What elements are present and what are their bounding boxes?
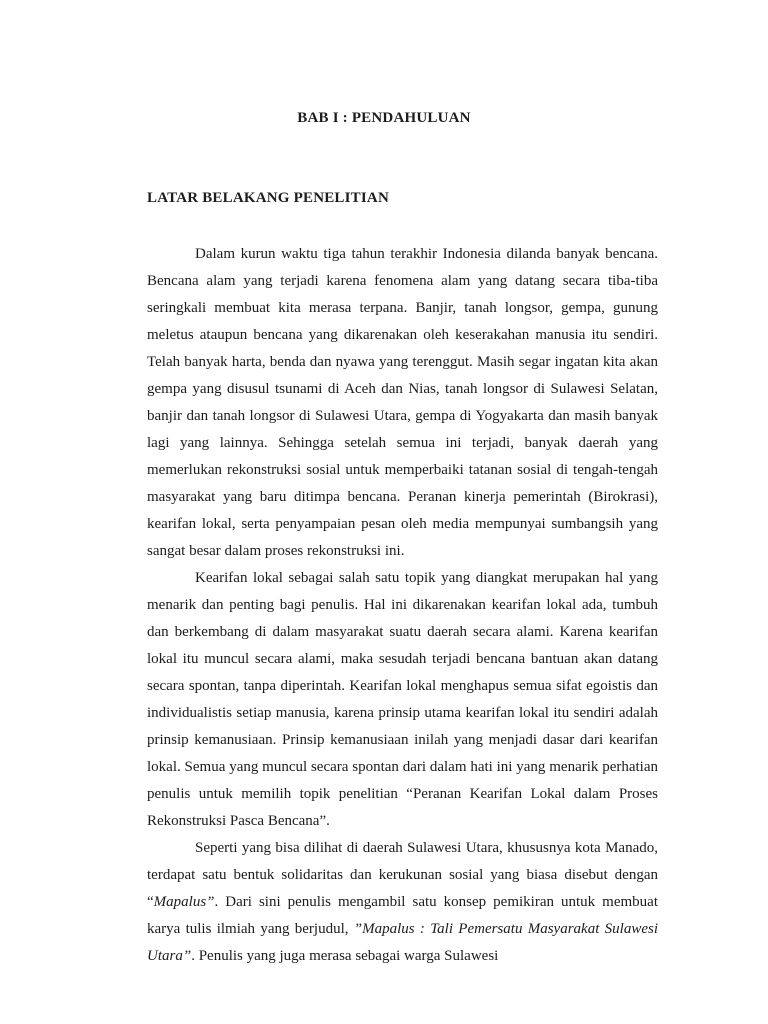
section-title: LATAR BELAKANG PENELITIAN (147, 190, 389, 206)
paragraph: Dalam kurun waktu tiga tahun terakhir Indonesia dilanda banyak bencana. Bencana alam yang terjadi karena fenomena alam yang datang secara tiba-tiba seringkali membuat kita merasa terpana. Banjir, tanah longsor, gempa, gunung meletus ataupun bencana yang dikarenakan oleh keserakahan manusia itu sendiri. Telah banyak harta, benda dan nyawa yang terenggut. Masih segar ingatan kita akan gempa yang disusul tsunami di Aceh dan Nias, tanah longsor di Sulawesi Selatan, banjir dan tanah longsor di Sulawesi Utara, gempa di Yogyakarta dan masih banyak lagi yang lainnya. Sehingga setelah semua ini terjadi, banyak daerah yang memerlukan rekonstruksi sosial untuk memperbaiki tatanan sosial di tengah-tengah masyarakat yang baru ditimpa bencana. Peranan kinerja pemerintah (Birokrasi), kearifan lokal, serta penyampaian pesan oleh media mempunyai sumbangsih yang sangat besar dalam proses rekonstruksi ini. (147, 246, 658, 559)
chapter-title: BAB I : PENDAHULUAN (297, 110, 471, 126)
italic-title: ”Mapalus : Tali Pemersatu Masyarakat Sulawesi Utara” (147, 921, 658, 964)
paragraph-text: Seperti yang bisa dilihat di daerah Sulawesi Utara, khususnya kota Manado, terdapat satu bentuk solidaritas dan kerukunan sosial yang biasa disebut dengan “ (147, 840, 658, 910)
italic-term: Mapalus” (153, 894, 215, 910)
paragraph (147, 835, 658, 970)
paragraph-text: . Penulis yang juga merasa sebagai warga Sulawesi (191, 948, 499, 964)
paragraph: Kearifan lokal sebagai salah satu topik yang diangkat merupakan hal yang menarik dan penting bagi penulis. Hal ini dikarenakan kearifan lokal ada, tumbuh dan berkembang di dalam masyarakat suatu daerah secara alami. Karena kearifan lokal itu muncul secara alami, maka sesudah terjadi bencana bantuan akan datang secara spontan, tanpa diperintah. Kearifan lokal menghapus semua sifat egoistis dan individualistis setiap manusia, karena prinsip utama kearifan lokal itu sendiri adalah prinsip kemanusiaan. Prinsip kemanusiaan inilah yang menjadi dasar dari kearifan lokal. Semua yang muncul secara spontan dari dalam hati ini yang menarik perhatian penulis untuk memilih topik penelitian “Peranan Kearifan Lokal dalam Proses Rekonstruksi Pasca Bencana”. (147, 570, 658, 829)
document-body (147, 241, 658, 970)
paragraph-text: . Dari sini penulis mengambil satu konsep pemikiran untuk membuat karya tulis ilmiah yang berjudul, (147, 894, 658, 937)
